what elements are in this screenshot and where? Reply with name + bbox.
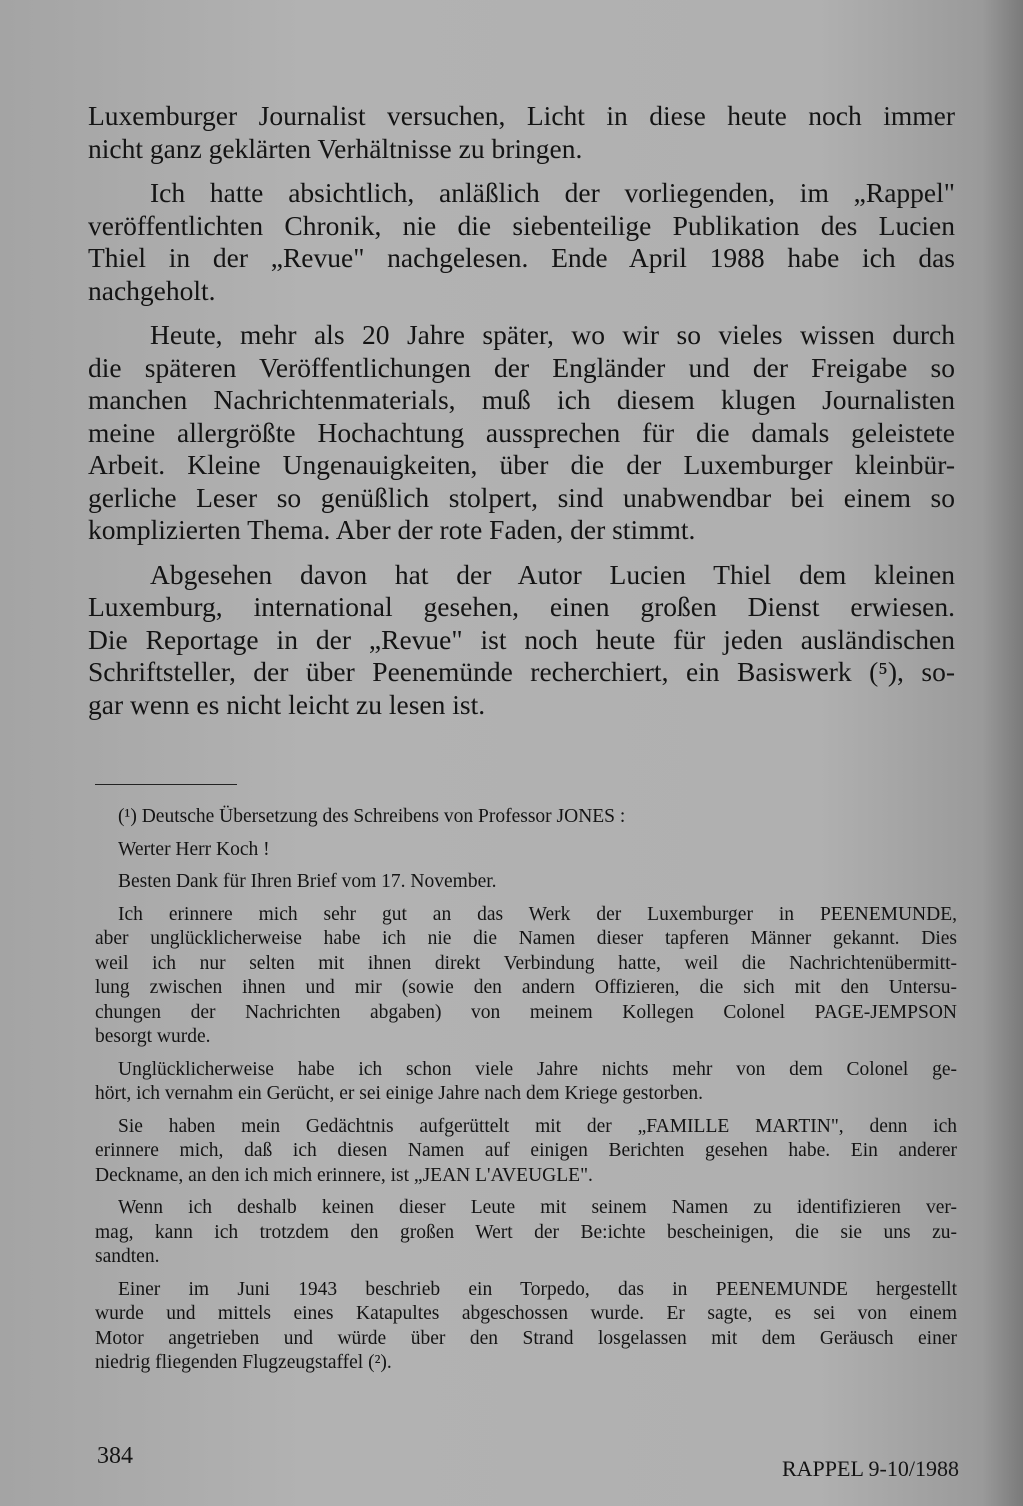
paragraph — [88, 177, 955, 307]
paragraph — [95, 1196, 957, 1270]
text-line: lung zwischen ihnen und mir (sowie den andern Offizieren, die sich mit den Untersu- — [95, 977, 957, 998]
paragraph — [95, 1058, 957, 1107]
text-line: hört, ich vernahm ein Gerücht, er sei einige Jahre nach dem Kriege gestorben. — [95, 1083, 704, 1104]
paragraph — [95, 903, 957, 1050]
text-line: Motor angetrieben und würde über den Strand losgelassen mit dem Geräusch einer — [95, 1327, 957, 1349]
text-line: aber unglücklicherweise habe ich nie die Namen dieser tapferen Männer gekannt. Dies — [95, 928, 957, 949]
text-line: Ich erinnere mich sehr gut an das Werk der Luxemburger in PEENEMUNDE, — [118, 903, 957, 925]
text-line: erinnere mich, daß ich diesen Namen auf einigen Berichten gesehen habe. Ein anderer — [95, 1140, 957, 1161]
text-line: gar wenn es nicht leicht zu lesen ist. — [88, 688, 486, 720]
text-line: komplizierten Thema. Aber der rote Faden, der stimmt. — [88, 514, 696, 545]
text-line: Sie haben mein Gedächtnis aufgerüttelt mit der „FAMILLE MARTIN", denn ich — [118, 1115, 957, 1137]
text-line: gerliche Leser so genüßlich stolpert, sind unabwendbar bei einem so — [88, 481, 955, 513]
text-line: sandten. — [95, 1246, 160, 1267]
text-line: Werter Herr Koch ! — [118, 838, 270, 860]
text-line: Besten Dank für Ihren Brief vom 17. November. — [118, 871, 497, 892]
paragraph — [95, 805, 957, 830]
text-line: niedrig fliegenden Flugzeugstaffel (²). — [95, 1352, 392, 1373]
text-line: chungen der Nachrichten abgaben) von meinem Kollegen Colonel PAGE-JEMPSON — [95, 1001, 957, 1023]
paragraph — [95, 1115, 957, 1189]
body-text — [88, 100, 955, 733]
text-line: Luxemburger Journalist versuchen, Licht in diese heute noch immer — [88, 100, 955, 131]
text-line: Arbeit. Kleine Ungenauigkeiten, über die der Luxemburger kleinbür- — [88, 449, 955, 480]
text-line: Einer im Juni 1943 beschrieb ein Torpedo, das in PEENEMUNDE hergestellt — [118, 1278, 957, 1300]
text-line: die späteren Veröffentlichungen der Engländer und der Freigabe so — [88, 351, 955, 383]
text-line: Die Reportage in der „Revue" ist noch heute für jeden ausländischen — [88, 623, 955, 655]
paragraph — [95, 1278, 957, 1376]
text-line: Luxemburg, international gesehen, einen großen Dienst erwiesen. — [88, 591, 955, 622]
text-line: wurde und mittels eines Katapultes abgeschossen wurde. Er sagte, es sei von einem — [95, 1303, 957, 1324]
footnotes — [95, 805, 957, 1384]
text-line: Thiel in der „Revue" nachgelesen. Ende April 1988 habe ich das — [88, 242, 955, 273]
text-line: Schriftsteller, der über Peenemünde recherchiert, ein Basiswerk (⁵), so- — [88, 656, 955, 687]
text-line: Abgesehen davon hat der Autor Lucien Thiel dem kleinen — [150, 558, 955, 590]
text-line: weil ich nur selten mit ihnen direkt Verbindung hatte, weil die Nachrichtenübermitt- — [95, 952, 957, 974]
text-line: manchen Nachrichtenmaterials, muß ich diesem klugen Journalisten — [88, 384, 955, 415]
text-line: nachgeholt. — [88, 274, 216, 306]
text-line: Heute, mehr als 20 Jahre später, wo wir so vieles wissen durch — [150, 319, 955, 350]
text-line: besorgt wurde. — [95, 1026, 211, 1047]
text-line: veröffentlichten Chronik, nie die siebenteilige Publikation des Lucien — [88, 209, 955, 241]
paragraph — [88, 319, 955, 547]
text-line: meine allergrößte Hochachtung aussprechen für die damals geleistete — [88, 416, 955, 448]
paragraph — [88, 100, 955, 165]
paragraph — [88, 559, 955, 722]
footnote-divider — [95, 784, 237, 785]
running-title: RAPPEL 9-10/1988 — [781, 1456, 959, 1481]
text-line: Ich hatte absichtlich, anläßlich der vorliegenden, im „Rappel" — [150, 177, 955, 208]
text-line: (¹) Deutsche Übersetzung des Schreibens von Professor JONES : — [118, 806, 626, 827]
text-line: nicht ganz geklärten Verhältnisse zu bringen. — [88, 132, 583, 164]
text-line: Deckname, an den ich mich erinnere, ist „JEAN L'AVEUGLE". — [95, 1164, 593, 1186]
page-number: 384 — [97, 1443, 133, 1469]
text-line: Wenn ich deshalb keinen dieser Leute mit seinem Namen zu identifizieren ver- — [118, 1197, 957, 1218]
paragraph — [95, 870, 957, 895]
text-line: mag, kann ich trotzdem den großen Wert der Be:ichte bescheinigen, die sie uns zu- — [95, 1221, 957, 1243]
text-line: Unglücklicherweise habe ich schon viele Jahre nichts mehr von dem Colonel ge- — [118, 1058, 957, 1080]
paragraph — [95, 838, 957, 863]
